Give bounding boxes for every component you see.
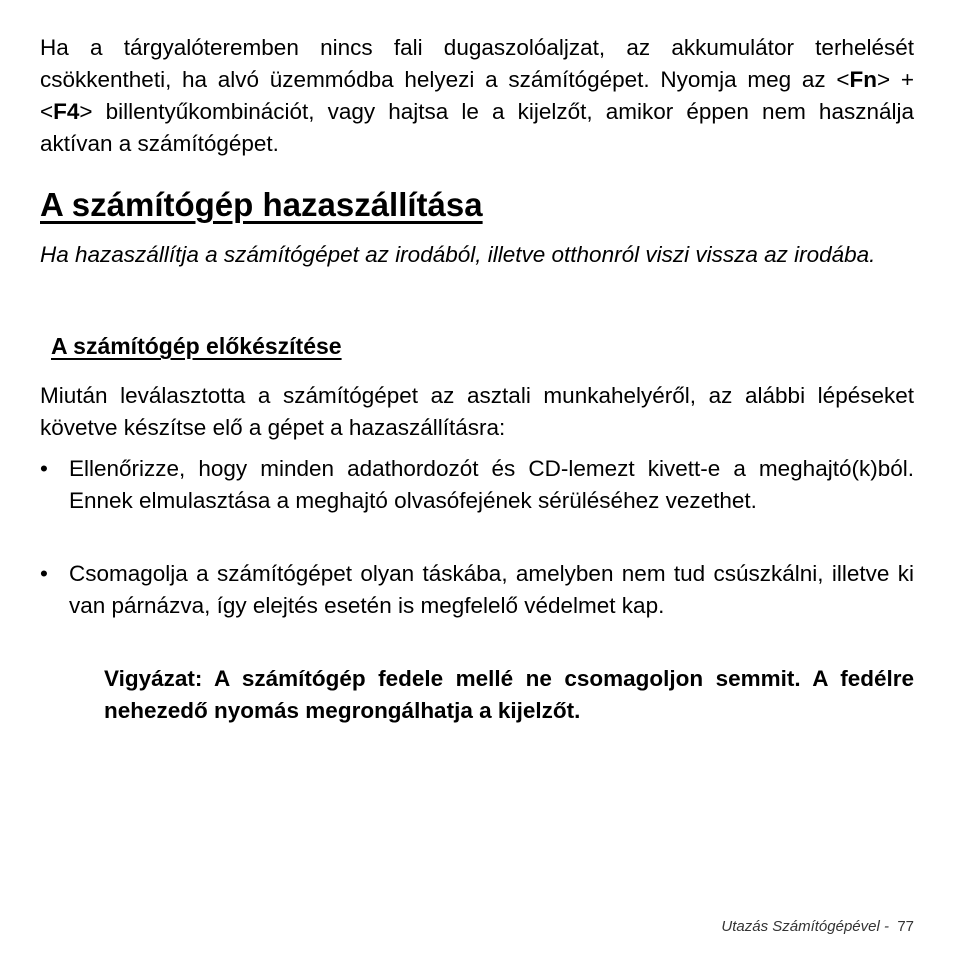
page-number: 77 (897, 918, 914, 935)
page-footer (721, 917, 914, 937)
paragraph-text: > + < (40, 67, 915, 124)
paragraph-text: > billentyűkombinációt, vagy hajtsa le a kijelzőt, amikor éppen nem használja aktívan a számítógépet. (40, 99, 914, 156)
footer-chapter: Utazás Számítógépével - (721, 918, 889, 935)
bullet-list (40, 558, 914, 622)
key-f4: F4 (53, 99, 80, 124)
warning-note: Vigyázat: A számítógép fedele mellé ne csomagoljon semmit. A fedélre nehezedő nyomás megrongálhatja a kijelzőt. (104, 666, 914, 723)
list-item (40, 558, 914, 622)
list-item (40, 453, 914, 517)
subsection-heading: A számítógép előkészítése (51, 333, 342, 359)
section-intro: Ha hazaszállítja a számítógépet az irodából, illetve otthonról viszi vissza az irodába. (40, 242, 876, 267)
bullet-list (40, 453, 914, 517)
list-item-text: Ellenőrizze, hogy minden adathordozót és CD-lemezt kivett-e a meghajtó(k)ból. Ennek elmulasztása a meghajtó olvasófejének sérüléséhez vezethet. (69, 456, 914, 513)
bullet-icon: • (40, 561, 48, 586)
paragraph-text: Ha a tárgyalóteremben nincs fali dugaszolóaljzat, az akkumulátor terhelését csökkentheti, ha alvó üzemmódba helyezi a számítógépet. Nyomja meg az < (40, 35, 914, 92)
key-fn: Fn (849, 67, 877, 92)
list-item-text: Csomagolja a számítógépet olyan táskába, amelyben nem tud csúszkálni, illetve ki van párnázva, így elejtés esetén is megfelelő védelmet kap. (69, 561, 914, 618)
section-heading: A számítógép hazaszállítása (40, 186, 483, 223)
paragraph-sleep-mode (40, 32, 914, 160)
paragraph-preparation: Miután leválasztotta a számítógépet az asztali munkahelyéről, az alábbi lépéseket követve készítse elő a gépet a hazaszállításra: (40, 383, 914, 440)
bullet-icon: • (40, 456, 48, 481)
